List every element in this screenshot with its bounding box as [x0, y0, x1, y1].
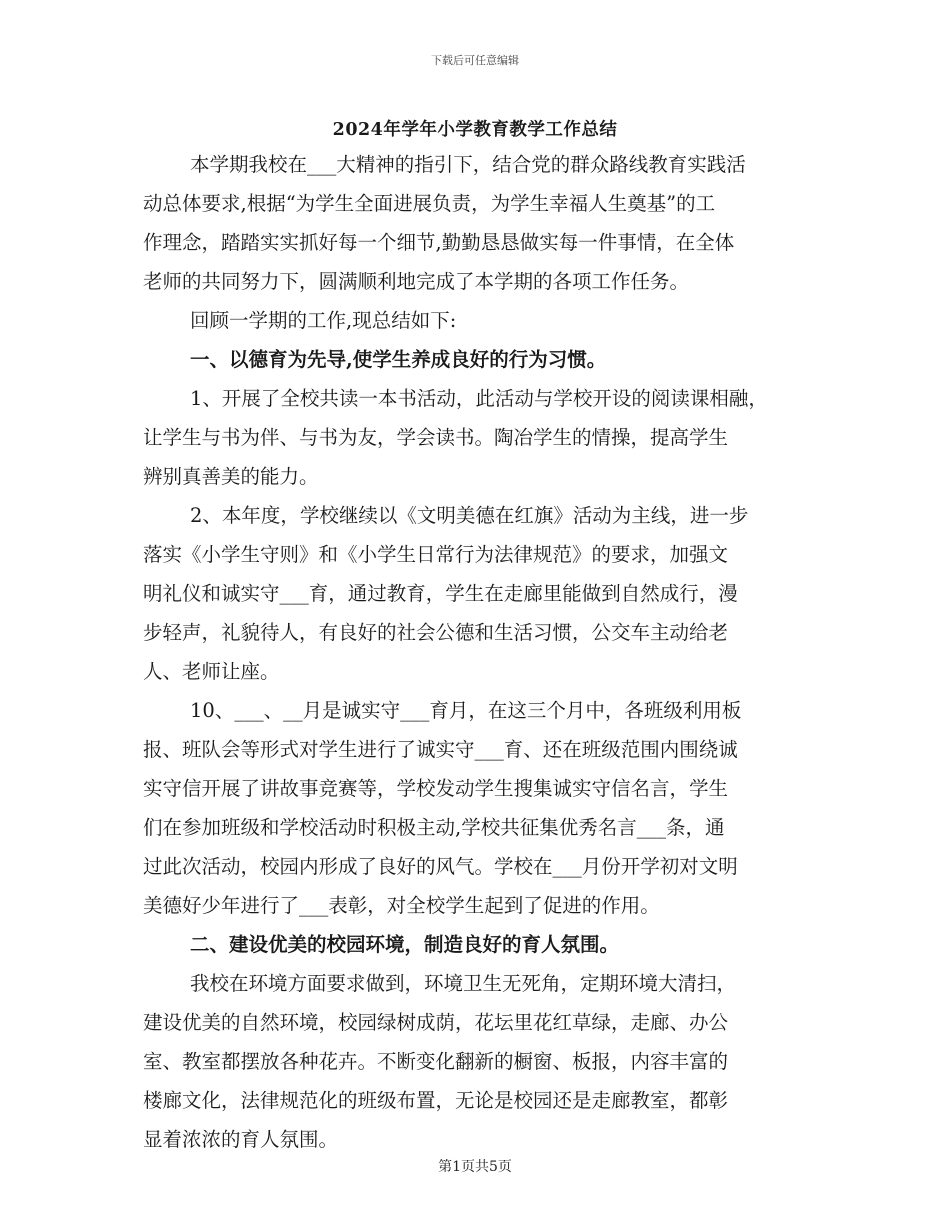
- paragraph-line: 老师的共同努力下，圆满顺利地完成了本学期的各项工作任务。: [143, 270, 690, 293]
- paragraph-line: 10、___、__月是诚实守___育月，在这三个月中，各班级利用板: [190, 699, 742, 722]
- paragraph-line: 1、开展了全校共读一本书活动，此活动与学校开设的阅读课相融，: [190, 387, 768, 410]
- paragraph-line: 动总体要求,根据“为学生全面进展负责，为学生幸福人生奠基”的工: [143, 192, 716, 215]
- paragraph-line: 建设优美的自然环境，校园绿树成荫，花坛里花红草绿，走廊、办公: [143, 1011, 729, 1034]
- paragraph-line: 实守信开展了讲故事竞赛等，学校发动学生搜集诚实守信名言，学生: [143, 777, 729, 800]
- paragraph-line: 作理念，踏踏实实抓好每一个细节,勤勤恳恳做实每一件事情，在全体: [143, 231, 735, 254]
- paragraph-line: 我校在环境方面要求做到，环境卫生无死角，定期环境大清扫，: [190, 972, 737, 995]
- paragraph-line: 步轻声，礼貌待人，有良好的社会公德和生活习惯，公交车主动给老: [143, 621, 729, 644]
- section-heading: 二、建设优美的校园环境，制造良好的育人氛围。: [190, 933, 620, 956]
- paragraph-line: 报、班队会等形式对学生进行了诚实守___育、还在班级范围内围绕诚: [143, 738, 738, 761]
- paragraph-line: 2、本年度，学校继续以《文明美德在红旗》活动为主线，进一步: [190, 504, 749, 527]
- paragraph-line: 显着浓浓的育人氛围。: [143, 1128, 339, 1151]
- paragraph-line: 人、老师让座。: [143, 660, 280, 683]
- paragraph-line: 楼廊文化，法律规范化的班级布置，无论是校园还是走廊教室，都彰: [143, 1089, 729, 1112]
- paragraph-line: 让学生与书为伴、与书为友，学会读书。陶冶学生的情操，提高学生: [143, 426, 729, 449]
- section-heading: 一、以德育为先导,使学生养成良好的行为习惯。: [190, 348, 607, 371]
- header-note: 下载后可任意编辑: [431, 54, 519, 67]
- paragraph-line: 过此次活动，校园内形成了良好的风气。学校在___月份开学初对文明: [143, 855, 738, 878]
- paragraph-line: 室、教室都摆放各种花卉。不断变化翻新的橱窗、板报，内容丰富的: [143, 1050, 729, 1073]
- paragraph-line: 落实《小学生守则》和《小学生日常行为法律规范》的要求，加强文: [143, 543, 729, 566]
- paragraph-line: 辨别真善美的能力。: [143, 465, 319, 488]
- paragraph-line: 美德好少年进行了___表彰，对全校学生起到了促进的作用。: [143, 894, 660, 917]
- page-title: 2024年学年小学教育教学工作总结: [332, 120, 618, 140]
- paragraph-line: 本学期我校在___大精神的指引下，结合党的群众路线教育实践活: [190, 153, 746, 176]
- paragraph-line: 明礼仪和诚实守___育，通过教育，学生在走廊里能做到自然成行，漫: [143, 582, 738, 605]
- page-number: 第1页共5页: [438, 1159, 512, 1175]
- paragraph-line: 们在参加班级和学校活动时积极主动,学校共征集优秀名言___条，通: [143, 816, 725, 839]
- paragraph-line: 回顾一学期的工作,现总结如下:: [190, 309, 457, 332]
